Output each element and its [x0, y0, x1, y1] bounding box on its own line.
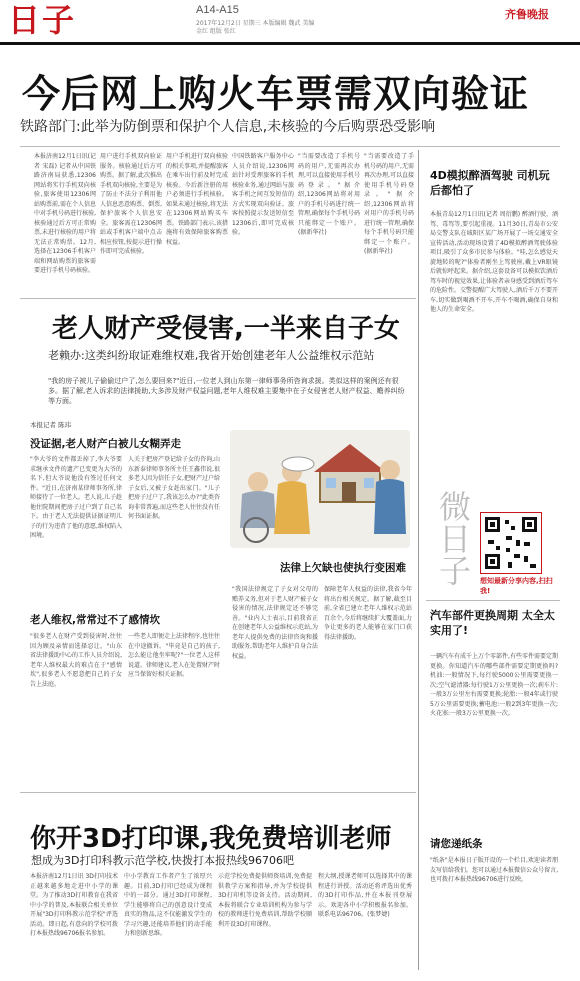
story3-column-4: 程大纲,授课老师可以选择其中的课程进行讲授。活动还将评选出优秀的3D打印作品,并在本报刊登展示。欢迎各中小学积极报名参加。联系电话96706。(张梦婕): [318, 873, 412, 918]
newspaper-brand: 齐鲁晚报: [505, 8, 549, 21]
divider: [20, 792, 416, 793]
page-numbers: A14-A15: [196, 4, 239, 16]
story2-subheadline: 老赖办:这类纠纷取证难维权难,我省开始创建老年人公益维权示范站: [48, 349, 375, 362]
qr-promo: [426, 470, 556, 595]
story1-column-3: 用户手机进行双向核验的相关事项,并提醒旅客在乘车出行前及时完成核验。今后新注册的用户必须进行手机核验。如果未通过核验,将无法在12306网站购买车票。铁路部门表示,该措施将有效保障旅客购票权益。: [166, 153, 228, 246]
story1-column-4: 中国铁路客户服务中心人员介绍说,12306网站针对受理旅客的手机核验业务,通过网站与旅客手机之间互发短信的方式实现双向验证。旅客按照提示发送短信至12306后,即可完成核验。: [232, 153, 294, 236]
reply-text: "纸条"是本报日子版开设的一个栏目,欢迎读者朋友写信给我们。您可以通过本报微信公众号留言,也可拨打本报热线96706进行反映。: [430, 857, 558, 883]
story2-section3-column-1: "我国法律规定了子女对父母的赡养义务,但对于老人财产被子女侵害的情况,法律规定还不够完善。"业内人士表示,目前我省正在创建老年人公益维权示范站,为老年人提供免费的法律咨询和援助服务,帮助老年人维护自身合法权益。: [232, 586, 318, 660]
sidebar1-text: 本报青岛12月1日讯(记者 周衍鹏) 醉酒行驶、酒驾、毒驾等,要引起重视。11月30日,青岛市公安局交警支队在城阳区某广场开展了一场交通安全宣传活动,活动现场设置了4D模拟醉酒驾驶体验项目,吸引了众多市民参与体验。"哇,怎么感觉天旋地转的呢?"体验者刚坐上驾驶座,戴上VR眼镜后就惊呼起来。据介绍,这套设备可以模拟饮酒后驾车时的视觉效果,让体验者亲身感受到酒后驾车的危险性。交警提醒广大驾驶人,酒后千万不要开车,切实做到喝酒不开车,开车不喝酒,确保自身和他人的生命安全。: [430, 211, 558, 313]
qr-code-icon[interactable]: [480, 512, 542, 574]
story3-column-2: 中小学教育工作者产生了浓厚兴趣。目前,3D打印已经成为课程中的一部分。通过3D打印课程,学生能够将自己的创意设计变成真实的物品,这不仅能激发学生的学习兴趣,还能培养他们的动手能力和创新思维。: [124, 873, 212, 937]
story2-intro: "我的房子被儿子偷偷过户了,怎么要回来?"近日,一位老人到山东第一律师事务所咨询求援。类似这样的案例还有很多。据了解,老人诉求的法律援助,大多涉及财产权益问题,老年人维权难主要集中在子女侵害老人财产权益、赡养纠纷等方面。: [48, 377, 405, 405]
story2-section2-column-1: "很多老人在财产受到侵害时,往往因为顾及亲情而选择忍让。"山东省法律援助中心的工作人员介绍说,老年人维权最大的难点在于"感情坎",很多老人不愿意把自己的子女告上法庭。: [30, 633, 122, 688]
story2-section2-heading: 老人维权,常常过不了感情坎: [30, 614, 160, 626]
elderly-family-illustration: [230, 430, 410, 548]
story1-subheadline: 铁路部门:此举为防倒票和保护个人信息,未核验的今后购票恐受影响: [20, 119, 436, 135]
story1-column-5: "当需要改造了手机号码的用户,无需再次办理,可以直接使用手机号码登录。"据介绍,12306网站将对用户的手机号码进行统一管理,确保每个手机号码只能绑定一个账户。(据新华社): [298, 153, 360, 236]
story2-section1-heading: 没证据,老人财产白被儿女糊弄走: [30, 438, 181, 450]
story2-section3-column-2: 保障老年人权益的法律,我省今年将出台相关规定。据了解,截至目前,全省已建立老年人维权示范站百余个,今后将继续扩大覆盖面,力争让更多的老人能够在家门口获得法律援助。: [324, 586, 412, 641]
story1-headline: 今后网上购火车票需双向验证: [22, 72, 530, 116]
divider: [20, 298, 416, 299]
story1-column-2: 用户进行手机双向验证服务。核验通过后方可购票。据了解,此次推出手机双向核验,主要是为了防止不法分子利用他人信息恶意购票、倒票,保护旅客个人信息安全。旅客需在12306网站或手机客户端中点击相应按钮,按提示进行操作即可完成核验。: [100, 153, 162, 255]
reply-heading: 请您递纸条: [430, 838, 483, 850]
divider: [20, 146, 560, 147]
sidebar2-text: 一辆汽车有成千上万个零部件,有些零件需要定期更换。你知道汽车的哪些部件需要定期更换吗?机油:一般情况下,每行驶5000公里需要更换一次;空气滤清器:每行驶1万公里更换一次;刹车片:一般3万公里左右需要更换;轮胎:一般4年或行驶5万公里需要更换;蓄电池:一般2到3年更换一次;火花塞:一般3万公里更换一次。: [430, 653, 558, 717]
story2-section1-column-2: 人关于把房产登记给子女的咨询,山东新泰律师事务所主任王鑫伟说,很多老人因为信任子女,把财产过户给子女后,又被子女赶出家门。"儿子把房子过户了,我该怎么办?"此类咨询非常普遍,而这些老人往往没有任何书面证据。: [128, 456, 220, 520]
story2-section2-column-2: 一些老人即便走上法律程序,也往往在中途撤诉。"毕竟是自己的孩子,怎么能让他坐牢呢?"一位老人这样说道。律师建议,老人在处置财产时应当保留好相关证据。: [128, 633, 220, 678]
story3-column-3: 示范学校免费提供师资培训,免费提供教学方案和指导,并为学校提供3D打印机等设备支持。活动期间,本报将联合专业培训机构为参与学校的教师进行免费培训,帮助学校顺利开设3D打印课程。: [218, 873, 312, 928]
story3-headline: 你开3D打印课,我免费培训老师: [30, 824, 392, 854]
divider: [426, 600, 560, 601]
story2-section1-column-1: "李大爷的文件都丢掉了,李大爷要求继承文件的遗产已变更为大爷的名下,但大爷说他没有签过任何文件。"近日,在济南某律师事务所,律师接待了一位老人。老人说,儿子趁他住院期间把房子过户到了自己名下。由于老人无法提供证据证明儿子的行为违背了他的意愿,维权陷入困境。: [30, 456, 122, 539]
masthead-dateline: 2017年12月2日 星期三 本版编辑 魏武 美编 金红 组版 张红: [196, 20, 315, 35]
story2-byline: 本报记者 陈玮: [30, 421, 72, 429]
column-separator: [418, 150, 419, 970]
story1-column-6: "当需要改造了手机号码的用户,无需再次办理,可以直接使用手机号码登录。"据介绍,12306网站将对用户的手机号码进行统一管理,确保每个手机号码只能绑定一个账户。(据新华社): [364, 153, 414, 255]
sidebar1-headline: 4D模拟醉酒驾驶 司机玩后都怕了: [430, 169, 550, 197]
masthead-title: 日子: [8, 1, 77, 39]
story3-column-1: 本报济南12月1日讯 3D打印技术正越来越多地走进中小学的课堂。为了推动3D打印教育在我省中小学的普及,本报联合相关单位开展"3D打印科教示范学校"评选活动。即日起,有意向的学校可拨打本报热线96706报名参加。: [30, 873, 118, 937]
masthead-rule: [0, 42, 580, 45]
story1-column-1: 本报济南12月1日讯(记者 宋磊) 记者从中国铁路济南局获悉,12306网站将实行手机双向核验,旅客使用12306网站购票前,需在个人信息中对手机号码进行核验,核验通过后方可正常购票,未进行核验的用户将无法正常购票。12月,选择在12306手机客户端和网站购票的旅客需要进行手机号码核验。: [34, 153, 96, 274]
story3-subheadline: 想成为3D打印科教示范学校,快拨打本报热线96706吧: [31, 854, 294, 867]
story2-headline: 老人财产受侵害,一半来自子女: [52, 314, 400, 344]
story2-section3-heading: 法律上欠缺也使执行变困难: [280, 562, 406, 574]
sidebar2-headline: 汽车部件更换周期 太全太实用了!: [430, 609, 555, 637]
qr-promo-label: 微日子: [434, 490, 472, 586]
qr-promo-note: 想知最新分享内容,扫扫我!: [480, 577, 553, 595]
